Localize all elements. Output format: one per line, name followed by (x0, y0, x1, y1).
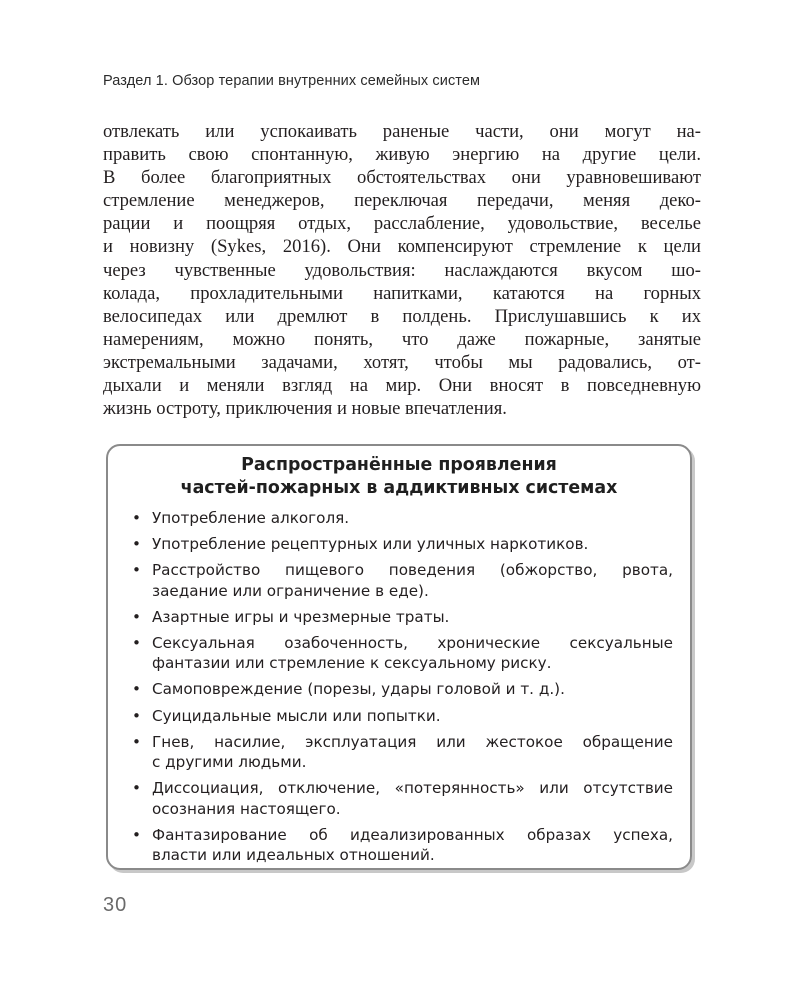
list-item-text: Самоповреждение (порезы, удары головой и т. д.). (152, 680, 565, 699)
paragraph-line: рации и поощряя отдых, расслабление, удовольствие, веселье (103, 213, 701, 235)
page-number: 30 (103, 894, 128, 916)
paragraph-line: дыхали и меняли взгляд на мир. Они вносят в повседневную (103, 375, 701, 397)
bullet-icon: • (132, 825, 141, 844)
paragraph-line: стремление менеджеров, переключая передачи, меняя деко- (103, 190, 701, 212)
list-item-text: осознания настоящего. (152, 799, 341, 818)
paragraph-line: велосипедах или дремлют в полдень. Прислушавшись к их (103, 305, 701, 327)
paragraph-line: через чувственные удовольствия: наслаждаются вкусом шо- (103, 259, 701, 281)
paragraph-line: колада, прохладительными напитками, катаются на горных (103, 282, 701, 304)
list-item-text: Употребление алкоголя. (152, 509, 350, 527)
bullet-icon: • (132, 633, 141, 652)
list-item (128, 825, 673, 866)
list-item-text: Расстройство пищевого поведения (обжорство, рвота, (152, 561, 673, 580)
paragraph-line: править свою спонтанную, живую энергию на другие цели. (103, 144, 701, 166)
running-header: Раздел 1. Обзор терапии внутренних семейных систем (103, 73, 481, 89)
list-item-text: Суицидальные мысли или попытки. (152, 706, 441, 725)
list-item (128, 607, 673, 628)
list-item (128, 560, 673, 601)
sidebar-title-line: частей-пожарных в аддиктивных системах (180, 478, 618, 498)
paragraph-line: экстремальными задачами, хотят, чтобы мы радовались, от- (103, 351, 701, 373)
list-item-text: с другими людьми. (152, 753, 307, 772)
paragraph-line: жизнь остроту, приключения и новые впечатления. (103, 398, 507, 420)
bullet-icon: • (132, 706, 141, 725)
list-item (128, 679, 673, 700)
list-item (128, 508, 673, 529)
list-item-text: Употребление рецептурных или уличных наркотиков. (152, 535, 589, 554)
bullet-icon: • (132, 509, 141, 527)
list-item-text: Диссоциация, отключение, «потерянность» или отсутствие (152, 779, 673, 798)
list-item (128, 534, 673, 555)
list-item (128, 633, 673, 674)
list-item (128, 732, 673, 773)
paragraph-line: отвлекать или успокаивать раненые части, они могут на- (103, 121, 701, 142)
paragraph-line: и новизну (Sykes, 2016). Они компенсируют стремление к цели (103, 236, 701, 258)
bullet-icon: • (132, 732, 141, 751)
list-item-text: фантазии или стремление к сексуальному риску. (152, 654, 552, 673)
paragraph-line: намерениям, можно понять, что даже пожарные, занятые (103, 328, 701, 350)
sidebar-box (106, 444, 692, 870)
bullet-icon: • (132, 561, 141, 580)
list-item-text: Азартные игры и чрезмерные траты. (152, 607, 450, 626)
list-item-text: Сексуальная озабоченность, хронические сексуальные (152, 633, 673, 652)
sidebar-title-line: Распространённые проявления (241, 455, 557, 475)
bullet-list (128, 508, 673, 871)
bullet-icon: • (132, 535, 141, 554)
list-item (128, 706, 673, 727)
list-item-text: Гнев, насилие, эксплуатация или жестокое обращение (152, 732, 673, 751)
list-item-text: заедание или ограничение в еде). (152, 581, 429, 600)
body-paragraph (103, 120, 701, 420)
paragraph-line: В более благоприятных обстоятельствах они уравновешивают (103, 167, 701, 189)
bullet-icon: • (132, 779, 141, 798)
sidebar-title (108, 454, 690, 500)
list-item (128, 778, 673, 819)
list-item-text: Фантазирование об идеализированных образах успеха, (152, 825, 673, 844)
bullet-icon: • (132, 607, 141, 626)
bullet-icon: • (132, 680, 141, 699)
list-item-text: власти или идеальных отношений. (152, 846, 435, 865)
